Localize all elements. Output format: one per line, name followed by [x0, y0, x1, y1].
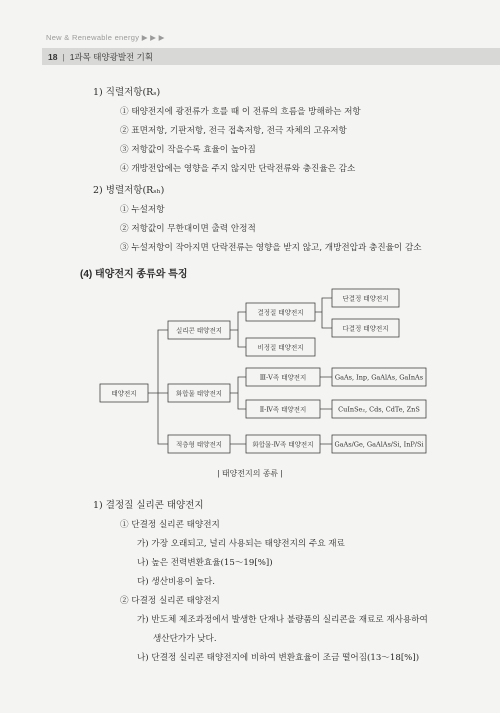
node-tandem-examples [332, 435, 426, 453]
crystalline-silicon-heading: 1) 결정질 실리콘 태양전지 [93, 500, 204, 511]
series-title: New & Renewable energy ▶ ▶ ▶ [46, 33, 165, 42]
node-crystalline [246, 303, 315, 321]
series-resistance-heading: 1) 직렬저항(Rₛ) [93, 87, 161, 98]
node-ii-iv [246, 400, 320, 418]
list-item: ① 누설저항 [120, 205, 165, 215]
node-compound [168, 384, 230, 402]
node-poly [332, 319, 399, 337]
node-poly-label: 다결정 태양전지 [342, 324, 389, 333]
list-item: ② 저항값이 무한대이면 출력 안정적 [120, 224, 256, 234]
list-item-continuation: 생산단가가 낮다. [153, 634, 217, 644]
list-item: ④ 개방전압에는 영향을 주지 않지만 단락전류와 충진율은 감소 [120, 164, 356, 174]
node-iii-v-examples-label: GaAs, Inp, GaAlAs, GaInAs [334, 373, 424, 382]
list-item: ③ 누설저항이 작아지면 단락전류는 영향을 받지 않고, 개방전압과 충진율이 감소 [120, 243, 422, 253]
node-tandem-compound-label: 화합물-Ⅳ족 태양전지 [252, 440, 314, 449]
node-iii-v-examples [332, 368, 426, 386]
node-root-label: 태양전지 [111, 389, 137, 398]
chapter-title: 1과목 태양광발전 기획 [69, 51, 154, 62]
node-amorphous-label: 비정질 태양전지 [257, 343, 304, 352]
node-mono [332, 289, 399, 307]
figure-caption: | 태양전지의 종류 | [217, 469, 283, 478]
node-silicon [168, 321, 230, 339]
list-item: 가) 반도체 제조과정에서 발생한 단재나 불량품의 실리콘을 재료로 재사용하여 [137, 615, 428, 625]
node-mono-label: 단결정 태양전지 [342, 294, 389, 303]
node-ii-iv-examples [332, 400, 426, 418]
node-tandem [168, 435, 230, 453]
list-item: 나) 높은 전력변환효율(15～19[%]) [137, 558, 273, 568]
list-item: 다) 생산비용이 높다. [137, 577, 215, 587]
node-root [100, 384, 148, 402]
node-compound-label: 화합물 태양전지 [175, 389, 223, 398]
poly-crystalline-subheading: ② 다결정 실리콘 태양전지 [120, 596, 220, 606]
solar-cell-classification-diagram [0, 285, 500, 465]
node-crystalline-label: 결정질 태양전지 [257, 308, 304, 317]
node-ii-iv-label: Ⅱ-Ⅳ족 태양전지 [259, 405, 307, 414]
node-iii-v [246, 368, 320, 386]
node-tandem-label: 적층형 태양전지 [175, 440, 223, 449]
node-ii-iv-examples-label: CuInSe₂, Cds, CdTe, ZnS [338, 405, 420, 414]
list-item: 가) 가장 오래되고, 널리 사용되는 태양전지의 주요 재료 [137, 539, 345, 549]
running-header [42, 48, 500, 65]
page-number: 18 [48, 51, 58, 62]
node-amorphous [246, 338, 315, 356]
node-iii-v-label: Ⅲ-Ⅴ족 태양전지 [259, 373, 307, 382]
shunt-resistance-heading: 2) 병렬저항(Rₛₕ) [93, 185, 165, 196]
node-silicon-label: 실리콘 태양전지 [175, 326, 223, 335]
mono-crystalline-subheading: ① 단결정 실리콘 태양전지 [120, 520, 220, 530]
list-item: ② 표면저항, 기판저항, 전극 접촉저항, 전극 자체의 고유저항 [120, 126, 347, 136]
node-tandem-compound [246, 435, 320, 453]
list-item: ③ 저항값이 작을수록 효율이 높아짐 [120, 145, 256, 155]
list-item: ① 태양전지에 광전류가 흐를 때 이 전류의 흐름을 방해하는 저항 [120, 107, 361, 117]
node-tandem-examples-label: GaAs/Ge, GaAlAs/Si, InP/Si [334, 440, 424, 449]
section-heading-solar-cell-types: (4) 태양전지 종류와 특징 [80, 269, 188, 280]
header-separator: | [62, 51, 65, 62]
list-item: 나) 단결정 실리콘 태양전지에 비하여 변환효율이 조금 떨어짐(13～18[%]) [137, 653, 420, 663]
